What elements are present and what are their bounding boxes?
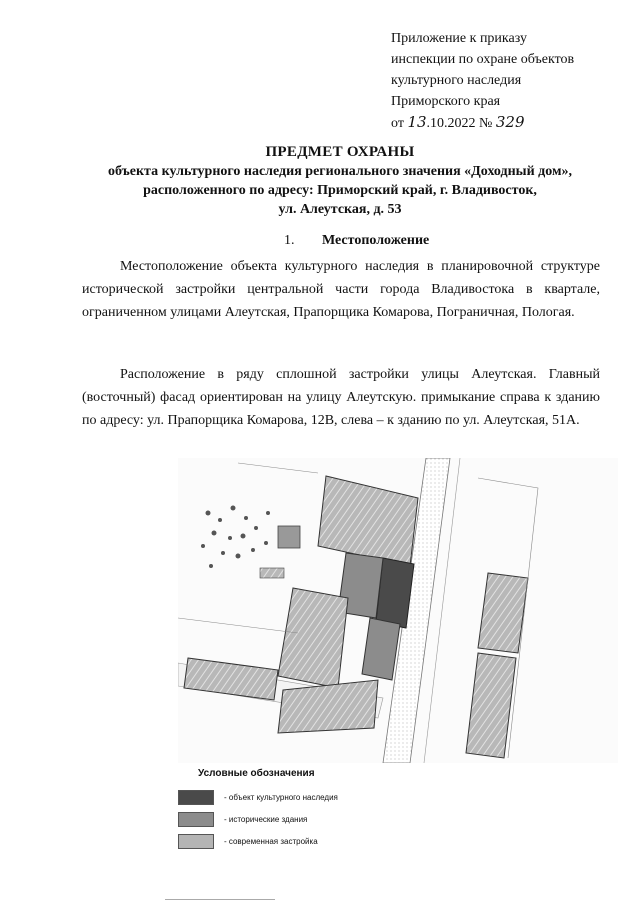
document-title	[60, 143, 620, 219]
date-prefix: от	[391, 116, 404, 131]
section-number: 1.	[284, 233, 295, 248]
legend-label: - объект культурного наследия	[224, 792, 338, 802]
legend-swatch-historic	[178, 812, 214, 827]
legend-swatch-modern	[178, 834, 214, 849]
small-building	[260, 568, 284, 578]
appendix-date	[391, 112, 621, 134]
footer-divider	[165, 899, 275, 900]
legend-label: - исторические здания	[224, 814, 308, 824]
title-line: объекта культурного наследия регионального значения «Доходный дом»,	[107, 164, 573, 179]
legend-item	[178, 831, 478, 851]
appendix-line: Приморского края	[391, 94, 501, 109]
date-rest: .10.2022 №	[426, 116, 493, 131]
legend-title: Условные обозначения	[198, 768, 315, 779]
appendix-line: инспекции по охране объектов	[391, 52, 575, 67]
appendix-line: культурного наследия	[391, 73, 522, 88]
legend-item	[178, 809, 478, 829]
paragraph-placement: Расположение в ряду сплошной застройки улицы Алеутская. Главный (восточный) фасад ориентирован на улицу Алеутскую. примыкание справа к зданию по адресу: ул. Прапорщика Комарова, 12В, слева – к зданию по ул. Алеутская, 51А.	[82, 367, 600, 428]
legend-label: - современная застройка	[224, 836, 318, 846]
legend-swatch-heritage	[178, 790, 214, 805]
title-line: ул. Алеутская, д. 53	[278, 202, 402, 217]
handwritten-order-number: 329	[495, 113, 525, 131]
appendix-line: Приложение к приказу	[391, 31, 527, 46]
paragraph-location: Местоположение объекта культурного наследия в планировочной структуре исторической застройки центральной части города Владивостока в квартале, ограниченном улицами Алеутская, Прапорщика Комарова, Пограничная, Пологая.	[82, 259, 600, 320]
legend-item	[178, 787, 478, 807]
small-building	[278, 526, 300, 548]
appendix-header	[391, 28, 621, 134]
site-plan-map	[178, 458, 618, 763]
title-line: расположенного по адресу: Приморский край, г. Владивосток,	[143, 183, 537, 198]
title-main: ПРЕДМЕТ ОХРАНЫ	[265, 144, 415, 160]
section-title: Местоположение	[322, 233, 430, 248]
handwritten-day: 13	[407, 113, 427, 131]
map-legend	[178, 768, 478, 853]
